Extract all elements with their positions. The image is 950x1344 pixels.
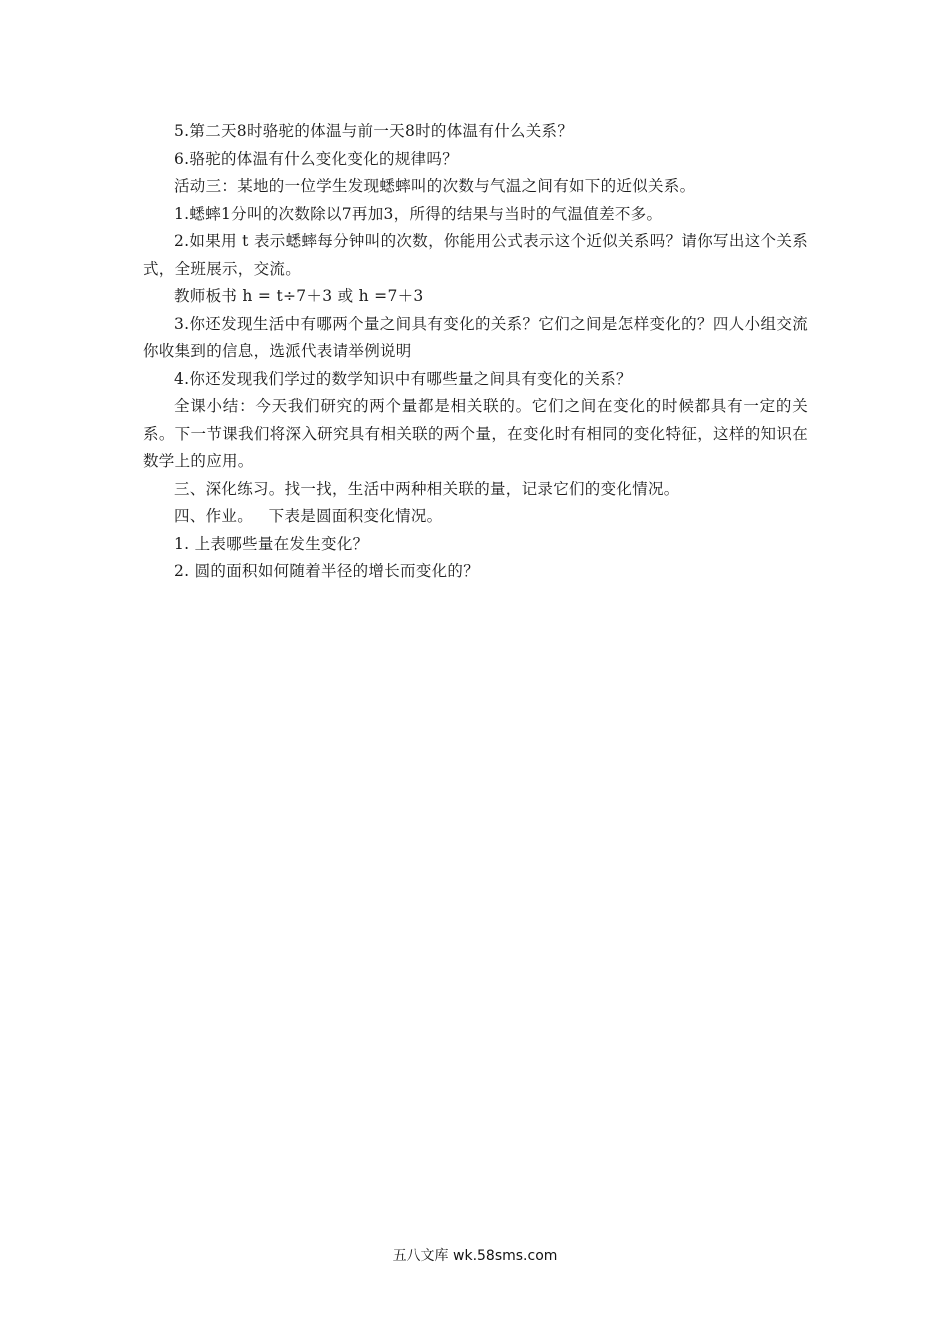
paragraph-q5: 5.第二天8时骆驼的体温与前一天8时的体温有什么关系？ [174, 122, 574, 140]
paragraph-q6: 6.骆驼的体温有什么变化变化的规律吗？ [174, 149, 458, 168]
paragraph-homework: 四、作业。 下表是圆面积变化情况。 [174, 507, 443, 525]
paragraph-homework-q2: 2. 圆的面积如何随着半径的增长而变化的？ [174, 562, 480, 580]
paragraph-practice: 三、深化练习。找一找，生活中两种相关联的量，记录它们的变化情况。 [174, 479, 680, 498]
paragraph-item-1: 1.蟋蟀1分叫的次数除以7再加3，所得的结果与当时的气温值差不多。 [174, 204, 663, 223]
paragraph-item-3: 3.你还发现生活中有哪两个量之间具有变化的关系？它们之间是怎样变化的？四人小组交流你收集到的信息，选派代表请举例说明 [143, 314, 808, 360]
paragraph-item-4: 4.你还发现我们学过的数学知识中有哪些量之间具有变化的关系？ [174, 369, 632, 388]
paragraph-activity-three: 活动三：某地的一位学生发现蟋蟀叫的次数与气温之间有如下的近似关系。 [174, 177, 696, 195]
paragraph-homework-q1: 1. 上表哪些量在发生变化？ [174, 534, 369, 553]
paragraph-summary: 全课小结：今天我们研究的两个量都是相关联的。它们之间在变化的时候都具有一定的关系。下一节课我们将深入研究具有相关联的两个量，在变化时有相同的变化特征，这样的知识在数学上的应用。 [143, 397, 808, 470]
paragraph-teacher-board: 教师板书 h = t÷7＋3 或 h =7＋3 [174, 287, 424, 305]
document-body [143, 118, 808, 586]
page-footer-watermark: 五八文库 wk.58sms.com [392, 1248, 558, 1264]
paragraph-item-2: 2.如果用 t 表示蟋蟀每分钟叫的次数，你能用公式表示这个近似关系吗？请你写出这个关系式，全班展示，交流。 [143, 232, 808, 278]
